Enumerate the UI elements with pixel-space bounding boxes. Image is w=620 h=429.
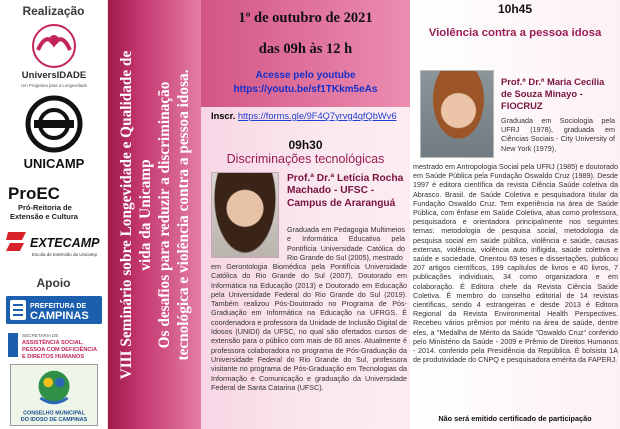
registration-label: Inscr.: [211, 111, 236, 121]
seminar-title: [117, 0, 193, 429]
conselho-municipal-idoso-logo: [10, 364, 98, 426]
secret-logo-line3: PESSOA COM DEFICIÊNCIA: [22, 347, 98, 353]
talk2-title: Violência contra a pessoa idosa: [428, 27, 602, 39]
second-talk-panel: [410, 0, 620, 429]
seminar-title-band: [108, 0, 201, 429]
talk1-title: Discriminações tecnológicas: [226, 152, 385, 166]
seminar-title-line1: VIII Seminário sobre Longevidade e Qualidade de: [117, 50, 135, 379]
extecamp-logo-subtitle: Escola de Extensão da Unicamp: [32, 252, 98, 257]
talk1-time: 09h30: [288, 138, 323, 152]
registration-link[interactable]: https://forms.gle/9F4Q7yrvg4qfQbWv6: [237, 111, 397, 121]
talk2-bio: mestrado em Antropologia Social pela UFRJ (1985) e doutorado em Saúde Pública pela Fundação Oswaldo Cruz (1989). Desde 1997 é editora científica da revista Ciência Saúde coletiva da Abrasco. Brasil. de Saúde Coletiva e pesquisadora titular da Fundação Oswaldo Cruz. Tem experiência na área de Saúde Pública, com ênfase em Saúde Coletiva, atua como professora, pesquisadora e orientadora principalmente nos seguintes temas: metodologia de pesquisa social, metodologia da pesquisa social em saúde pública, violência e saúde, causas externas, violência, violência auto infligida, saúde coletiva e saúde e sociedade. Orientou 69 teses e dissertações, publicou 207 artigos científicos, 199 capítulos de livros e 40 livros, 7 publicações individuais, 34 como organizadora e em colaboração. É Editora chefe da Revista Ciência Saúde Coletiva. É membro do conselho editorial de 14 revistas científicas, sendo 4 estrangeiras e desde 2013 é Editora Regional da Revista Environmental Health Perspectives. Recebeu vários prêmios por mérito na área de saúde, dentre eles, a "Medalha de Mérito da Saúde "Oswaldo Cruz" conferido pelo Ministério da Saúde - 2009 e Prêmio de Direitos Humanos - 2014. conferido pela Presidência da República. É bolsista 1A de produtividade do CNPQ e pesquisadora emérita da FAPERJ.: [413, 162, 618, 365]
seminar-title-line2: vida da Unicamp: [136, 158, 154, 271]
proec-logo-sub2: Extensão e Cultura: [10, 212, 78, 221]
sponsor-logos-column: [0, 0, 108, 429]
prefeitura-campinas-logo: [6, 296, 102, 324]
talk2-speaker-name: Prof.ª Dr.ª Maria Cecília de Souza Minayo - FIOCRUZ: [501, 76, 605, 111]
universidade-logo: [18, 20, 90, 90]
youtube-label: Acesse pelo youtube: [255, 70, 356, 81]
seminar-title-line3: Os desafios para reduzir a discriminação: [155, 81, 173, 348]
secretaria-assistencia-logo: [6, 330, 102, 360]
no-certificate-notice: Não será emitido certificado de participação: [438, 414, 592, 423]
seminar-title-line4: tecnológica e violência contra a pessoa idosa.: [174, 68, 192, 361]
secret-logo-line4: E DIREITOS HUMANOS: [22, 354, 85, 360]
secret-logo-line2: ASSISTÊNCIA SOCIAL,: [22, 340, 84, 346]
talk1-speaker-name: Prof.ª Dr.ª Letícia Rocha Machado - UFSC - Campus de Araranguá: [287, 173, 404, 209]
proec-logo-sub1: Pró-Reitoria de: [18, 203, 72, 212]
conselho-logo-line1: CONSELHO MUNICIPAL: [23, 410, 85, 417]
extecamp-logo: [4, 226, 104, 260]
pmc-logo-line2: CAMPINAS: [30, 310, 89, 322]
event-time: das 09h às 12 h: [258, 41, 353, 57]
proec-logo-text: ProEC: [8, 184, 60, 203]
unicamp-logo-text: UNICAMP: [23, 156, 85, 171]
proec-logo: [4, 182, 104, 222]
realizacao-label: Realização: [22, 4, 85, 18]
first-talk-panel: [201, 0, 410, 429]
talk1-bio: em Gerontologia Biomédica pela Pontifícia Universidade Católica do Rio Grande do Sul (2007), Doutorado em Informática na Educação (2013) e Doutorado em Educação pela Universidade Federal do Rio Grande do Sul (2019). Também realizou Pós-Doutorado no Programa de Pós-Graduação em Informática na Educação na UFRGS. É coordenadora e professora da Unidade de Inclusão Digital de Idosos (UNIDI) da UFSC, no qual são ofertados cursos de extensão para o público com mais de 60 anos. Atualmente é professora colaboradora no programa de Pós-Graduação da Universidade Federal do Rio Grande do Sul, professora visitante no programa de Pós-Graduação em Tecnologias da Informação e Comunicação e graduação da Universidade Federal de Santa Catarina (UFSC).: [211, 262, 407, 392]
universidade-logo-subtitle: Um Programa para a Longevidade: [21, 83, 87, 88]
extecamp-logo-text: EXTECAMP: [30, 236, 100, 250]
talk2-bio-side: Graduada em Sociologia pela UFRJ (1978), graduada em Ciências Sociais - City University of New York (1979),: [501, 116, 615, 153]
conselho-logo-line2: DO IDOSO DE CAMPINAS: [20, 417, 88, 424]
secret-logo-line1: SECRETARIA DE: [22, 333, 59, 338]
talk1-bio-side: Graduada em Pedagogia Multimeios e Informática Educativa pela Pontifícia Universidade Católica do Rio Grande do Sul (2005), mestrado: [287, 225, 405, 262]
talk2-time: 10h45: [497, 2, 533, 16]
registration-line: [211, 111, 411, 121]
event-date-box: [201, 0, 410, 107]
talk2-speaker-photo: [420, 70, 494, 158]
talk1-speaker-photo: [211, 172, 279, 258]
pmc-logo-line1: PREFEITURA DE: [30, 303, 87, 310]
universidade-logo-text: UniversIDADE: [21, 70, 87, 81]
apoio-label: Apoio: [36, 276, 71, 290]
youtube-link[interactable]: https://youtu.be/sf1TKkm5eAs: [233, 84, 378, 95]
event-date: 1º de outubro de 2021: [238, 10, 373, 26]
unicamp-logo: [20, 94, 88, 172]
